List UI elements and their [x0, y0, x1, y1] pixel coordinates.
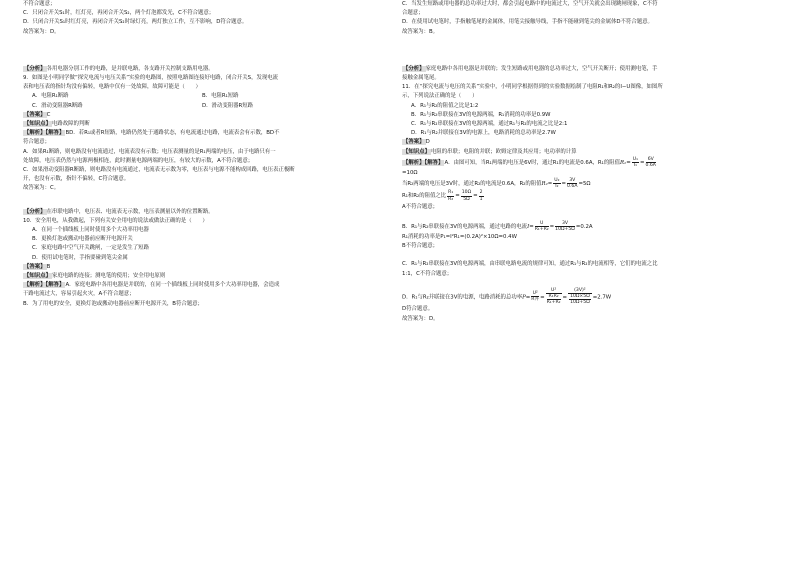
option-a: A．R₁与R₂的阻值之比是1:2 [411, 102, 479, 109]
knowledge-tag: 【知识点】 [24, 121, 51, 128]
fraction [535, 221, 549, 232]
solution-tag: 【解析】【解答】 [403, 160, 444, 167]
text-line: D符合题意。 [402, 306, 434, 313]
text-line: 故答案为：D。 [402, 315, 439, 322]
q10-solution [23, 281, 400, 290]
text-line: 故答案为：D。 [23, 28, 60, 35]
knowledge-text: 电路故障的判断 [51, 121, 90, 128]
solution-text: 当R₂两端的电压是3V时，通过R₂的电流是0.6A，R₂的阻值 [402, 181, 542, 188]
nested-fraction [547, 294, 561, 305]
q11-knowledge [402, 148, 779, 157]
answer-value: C [46, 111, 51, 118]
denominator: 0.6A [645, 163, 656, 169]
analysis-text: 家庭电路中各用电器是并联的；发生短路或用电器的总功率过大，空气开关断开；使用测电笔，手 [425, 65, 658, 72]
option-d: D．R₁与R₂并联接在3V的电源上，电路消耗的总功率是2.7W [411, 130, 556, 137]
solution-text: D．R₁与R₂并联接在3V的电源，电路消耗的总功率 [402, 294, 523, 301]
text-line: 1:1，C不符合题意； [402, 270, 453, 277]
fraction [447, 190, 454, 201]
nested-fraction [569, 294, 591, 305]
fraction [646, 157, 656, 168]
q9-options-row [23, 102, 400, 111]
option-c: C．家庭电路中空气开关跳闸，一定是发生了短路 [32, 245, 149, 252]
answer-value: B [46, 263, 51, 270]
q9-analysis [23, 208, 400, 217]
solution-text: R₁和R₂的阻值之比 [402, 193, 447, 200]
numerator: 3V [555, 221, 575, 227]
denominator: I₁ [633, 163, 637, 169]
q11-stem: 11．在“探究电流与电压的关系”实验中，小明同学根据得到的实验数据绘制了电阻R₁和R₂的I−U图像，如图所 [402, 84, 663, 91]
denominator: 0.6A [567, 184, 578, 190]
option-d: D．滑动变阻器R短路 [202, 102, 254, 109]
solution-tag: 【解析】【解答】 [24, 282, 65, 289]
text-line: 不符合题意； [23, 1, 56, 7]
q11-answer [402, 138, 779, 147]
q9-knowledge [23, 120, 400, 129]
result: =2.7W [592, 294, 612, 301]
option-a: A．电阻R₁断路 [32, 93, 69, 100]
analysis-q10 [402, 65, 779, 74]
fraction [567, 178, 577, 189]
denominator: R₁+R₂ [534, 227, 549, 233]
text-line: 接触金属笔尾。 [402, 75, 440, 82]
answer-value: D [425, 139, 430, 146]
option-b: B．更换灯泡或搬动电器前应断开电源开关 [32, 236, 133, 243]
result: =5Ω [578, 181, 591, 188]
text-line: C．只闭合开关S₁时，红灯亮，再闭合开关S₂，两个灯泡都发光，C不符合题意； [23, 10, 215, 17]
fraction [555, 221, 575, 232]
numerator: U [535, 221, 549, 227]
text-line: 合题意； [402, 10, 424, 17]
fraction [546, 288, 562, 306]
numerator: U₂ [554, 178, 560, 184]
option-d: D．使用试电笔时，手指要碰到笔尖金属 [32, 254, 128, 261]
solution-text: A．由图可知，当R₁两端的电压是6V时，通过R₁的电流是0.6A，R₁的阻值 [444, 160, 620, 167]
text-line: A不符合题意； [402, 203, 439, 210]
analysis-tag: 【分析】 [24, 65, 46, 72]
option-a: A．在同一个插线板上同时使用多个大功率用电器 [32, 227, 149, 234]
knowledge-tag: 【知识点】 [24, 273, 51, 280]
q11-solution-b: B．R₁与R₂串联接在3V的电源两端，通过电路的电流I= $\frac{U}{\text{R₁+R₂}}$ = $\frac{3V}{10\Omega+5\Omega}$ =0.2A [402, 220, 593, 233]
text-line: =10Ω [402, 170, 418, 177]
formula-i: I= [527, 224, 534, 231]
text-line: B．为了用电的安全，更换灯泡或搬动电器前应断开电源开关，B符合题意； [23, 300, 203, 307]
denominator: 10Ω+5Ω [570, 300, 590, 306]
numerator: 3V [567, 178, 577, 184]
q11-r2-line: 当R₂两端的电压是3V时，通过R₂的电流是0.6A，R₂的阻值R₂= $\frac{\text{U₂}}{\text{I₂}}$ = $\frac{3V}{0.6A}$ =5Ω [402, 178, 591, 190]
q11-solution-a: 【解析】【解答】A．由图可知，当R₁两端的电压是6V时，通过R₁的电流是0.6A，R₁的阻值R₁= $\frac{\text{U₁}}{\text{I₁}}$ = $\frac{6V}{0.6A}$ [403, 156, 656, 169]
solution-text: B．R₁与R₂串联接在3V的电源两端，通过电路的电流 [402, 224, 528, 231]
q9-solution [23, 129, 400, 138]
denominator: R₁+R₂ [546, 300, 561, 306]
numerator: 2 [479, 190, 483, 196]
numerator: U² [546, 288, 562, 294]
answer-tag: 【答案】 [24, 263, 46, 270]
right-column [402, 0, 779, 324]
q10-stem: 10．安全用电，从我做起，下列有关安全用电的说法或做法正确的是（ ） [23, 217, 208, 224]
q9-stem: 9．如图是小明同学做“探究电流与电压关系”实验的电路图，按照电路图连接好电路，闭合开关S，发现电流 [23, 75, 279, 82]
denominator: R₂ [448, 196, 454, 202]
text-line: 开，也没有示数，指针不偏转，C符合题意。 [23, 176, 130, 183]
knowledge-text: 电阻的串联；电阻的并联；欧姆定律及其应用；电功率的计算 [430, 148, 577, 155]
text-line: 故答案为：C。 [23, 185, 60, 192]
text-line: D．在使用试电笔时，手指触笔尾的金属体，用笔尖接触导线，手指不能碰到笔尖的金属体D不符合题意。 [402, 19, 653, 26]
fraction [531, 291, 539, 302]
solution-text: BD．若R₁或者R短路，电路仍然处于通路状态，有电流通过电路，电流表会有示数，BD不 [65, 130, 280, 137]
numerator: R₁ [448, 190, 454, 196]
q11-solution-d: D．R₁与R₂并联接在3V的电源，电路消耗的总功率P= $\frac{\text{U²}}{\text{R并}}$ = $\frac{\text{U²}}{\frac{\text{R₁R₂}}{\text{R₁+R₂}}}$ = $\frac{\text{(3V)²}}{\frac{10\Omega\times 5\Omega}{10\Omega+5\Omega}}$ =2.7W [402, 287, 612, 306]
text-line: 故答案为：B。 [402, 28, 439, 35]
formula-p: P= [522, 294, 531, 301]
q9-options-row [23, 92, 400, 101]
numerator: 10Ω [461, 190, 472, 196]
fraction [568, 288, 592, 306]
q11-stem: 示，下列说法正确的是（ ） [402, 93, 478, 100]
numerator: U² [532, 290, 538, 296]
text-line: C．R₁与R₂串联接在3V的电源两端，由串联电路电流的规律可知，通过R₁与R₂的电流相等，它们的电流之比 [402, 261, 658, 268]
option-c: C．R₁与R₂串联接在3V的电源两端，通过R₁与R₂的电流之比是2:1 [411, 121, 568, 128]
denominator: 1 [479, 196, 483, 202]
formula-r1: R₁= [620, 160, 631, 167]
text-line: D．只闭合开关S₁时红灯亮，再闭合开关S₂时绿灯亮，两灯独立工作，互不影响，D符合题意。 [23, 19, 248, 26]
fraction [553, 178, 560, 189]
option-b: B．R₁与R₂串联接在3V的电源两端，R₁消耗的功率是0.9W [411, 111, 551, 118]
text-line: R₁消耗的功率是P₁=I²R₁=(0.2A)²×10Ω=0.4W [402, 234, 517, 241]
analysis-text: 各用电器分别工作的电路，是并联电路，各支路开关控制支路用电器。 [46, 65, 214, 72]
denominator: 10Ω+5Ω [555, 227, 575, 233]
knowledge-text: 家庭电路的连接；测电笔的使用；安全用电原则 [51, 273, 166, 280]
answer-tag: 【答案】 [403, 139, 425, 146]
q10-knowledge [23, 272, 400, 281]
text-line: B不符合题意； [402, 243, 439, 250]
analysis-tag: 【分析】 [403, 65, 425, 72]
formula-r2: R₂= [541, 181, 553, 188]
denominator: 5Ω [463, 196, 470, 202]
q11-ratio-line: R₁和R₂的阻值之比 $\frac{\text{R₁}}{\text{R₂}}$ = $\frac{10\Omega}{5\Omega}$ = $\frac{2}{1}$ [402, 190, 483, 202]
analysis-q8 [23, 65, 400, 74]
solution-text: A．家庭电路中各用电器是并联的，在同一个插线板上同时使用多个大功率用电器，会造成 [65, 282, 280, 289]
solution-tag: 【解析】【解答】 [24, 130, 65, 137]
fraction [461, 190, 472, 201]
q9-answer [23, 111, 400, 120]
text-line: C．当发生短路或用电器的总功率过大时，都会引起电路中的电流过大，空气开关就会出现跳闸现象，C不符 [402, 1, 658, 7]
text-line: 符合题意； [23, 139, 50, 146]
answer-tag: 【答案】 [24, 111, 46, 118]
numerator: U₁ [632, 156, 638, 162]
analysis-tag: 【分析】 [24, 208, 46, 215]
q9-stem: 表和电压表的指针均没有偏转，电路中仅有一处故障，故障可能是（ ） [23, 84, 201, 91]
option-c: C．滑动变阻器R断路 [32, 102, 83, 109]
fraction [632, 157, 639, 168]
q10-answer [23, 263, 400, 272]
left-column [23, 0, 400, 309]
text-line: 干路电流过大，容易引起火灾，A不符合题意； [23, 291, 135, 298]
text-line: 处故障，电压表仍然与电源两极相连，此时测量电源两端的电压，有较大的示数，A不符合题意； [23, 157, 254, 164]
text-line: A．如果R₁断路，则电路没有电流通过，电流表没有示数；电压表测量的是R₁两端的电压，由于电路只有一 [23, 148, 276, 155]
analysis-text: 在串联电路中，电压表、电流表无示数，电压表测量以外的位置断路。 [46, 208, 214, 215]
denominator: I₂ [555, 184, 559, 190]
numerator: R₁R₂ [548, 294, 559, 300]
numerator: 10Ω×5Ω [570, 294, 590, 300]
knowledge-tag: 【知识点】 [403, 148, 430, 155]
denominator: R并 [531, 297, 540, 303]
numerator: 6V [646, 157, 656, 163]
result: =0.2A [575, 224, 593, 231]
text-line: C．如果滑动变阻器R断路，则电路没有电流通过，电流表无示数为零，电压表与电源不能构成回路，电压表正极断 [23, 167, 295, 174]
numerator: (3V)² [568, 288, 592, 294]
option-b: B．电阻R₁短路 [202, 93, 239, 100]
fraction [479, 190, 484, 201]
